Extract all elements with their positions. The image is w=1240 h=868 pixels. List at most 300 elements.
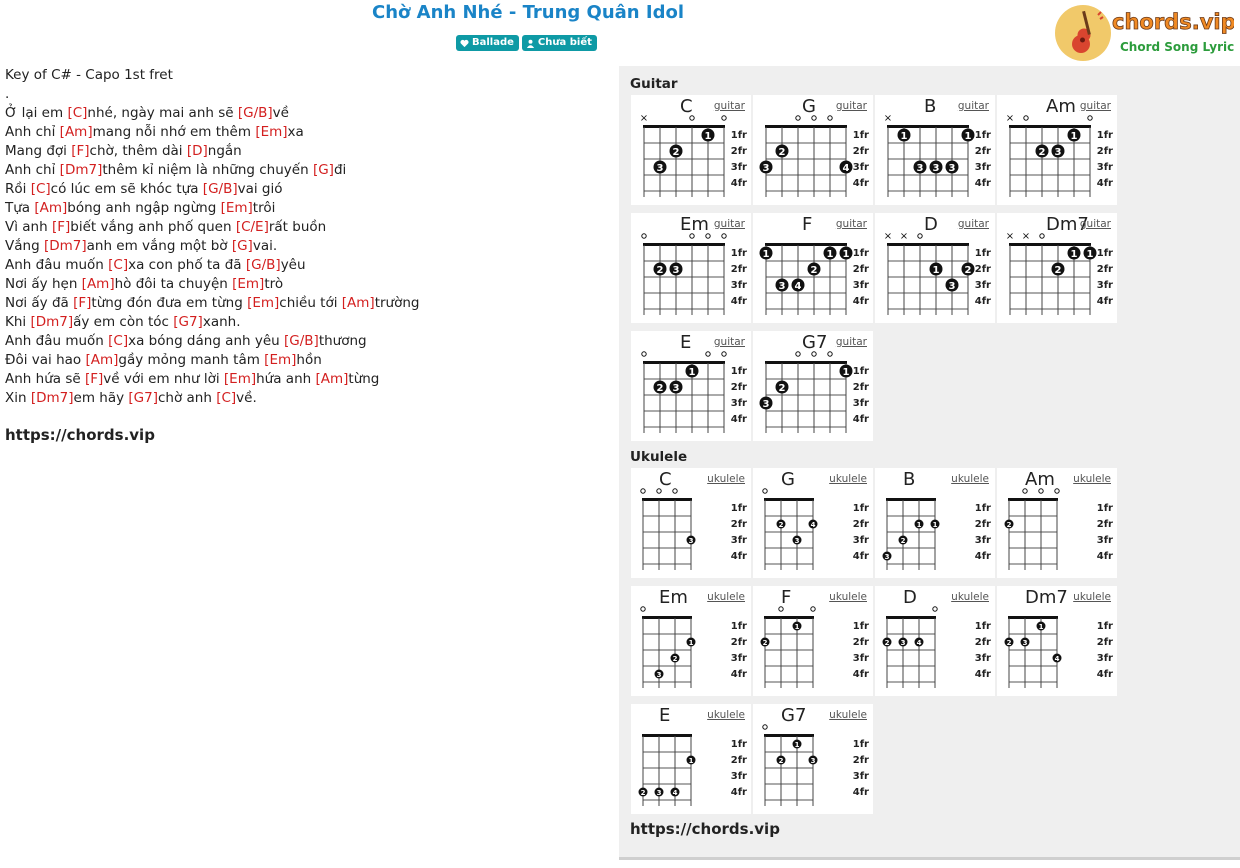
fret-label: 4fr bbox=[1096, 669, 1113, 680]
guitar-chord-card[interactable] bbox=[631, 95, 751, 205]
fret-label: 1fr bbox=[974, 621, 991, 632]
ukulele-chord-card[interactable] bbox=[753, 468, 873, 578]
fret-label: 3fr bbox=[730, 280, 747, 291]
ukulele-chord-link[interactable]: ukulele bbox=[1073, 591, 1111, 603]
guitar-chord-card[interactable] bbox=[997, 213, 1117, 323]
lyric-text: Anh đâu muốn bbox=[5, 257, 109, 273]
chord-diagram bbox=[997, 586, 1117, 696]
lyric-text: Anh hứa sẽ bbox=[5, 371, 85, 387]
finger-dot bbox=[1052, 145, 1065, 158]
fret-label: 4fr bbox=[730, 178, 747, 189]
guitar-chord-link[interactable]: guitar bbox=[957, 218, 989, 230]
chord-diagram bbox=[631, 586, 751, 696]
ukulele-chord-card[interactable] bbox=[753, 704, 873, 814]
guitar-chord-card[interactable] bbox=[875, 95, 995, 205]
finger-dot bbox=[670, 145, 683, 158]
finger-number: 1 bbox=[900, 130, 908, 142]
finger-number: 2 bbox=[778, 146, 786, 158]
chord-name: D bbox=[903, 587, 917, 608]
chord-link[interactable]: [F] bbox=[51, 219, 71, 235]
fret-label: 2fr bbox=[852, 264, 869, 275]
lyric-text: về. bbox=[236, 390, 257, 406]
open-string-mark bbox=[933, 607, 937, 611]
chord-link[interactable]: [G7] bbox=[173, 314, 203, 330]
ukulele-chord-card[interactable] bbox=[997, 468, 1117, 578]
chord-link[interactable]: [Am] bbox=[315, 371, 349, 387]
lyric-line bbox=[5, 142, 605, 161]
chord-diagram bbox=[875, 468, 995, 578]
fret-label: 3fr bbox=[852, 771, 869, 782]
fret-label: 4fr bbox=[1096, 551, 1113, 562]
guitar-chord-card[interactable] bbox=[753, 95, 873, 205]
chord-link[interactable]: [Em] bbox=[264, 352, 297, 368]
nut bbox=[642, 734, 692, 737]
fret-label: 1fr bbox=[852, 366, 869, 377]
ukulele-chord-link[interactable]: ukulele bbox=[829, 473, 867, 485]
finger-dot bbox=[760, 161, 773, 174]
fret-label: 2fr bbox=[730, 637, 747, 648]
nut bbox=[643, 361, 725, 364]
finger-number: 2 bbox=[1006, 638, 1012, 647]
chord-link[interactable]: [F] bbox=[84, 371, 104, 387]
chord-link[interactable]: [Dm7] bbox=[59, 162, 103, 178]
finger-dot bbox=[777, 520, 786, 529]
finger-dot bbox=[1005, 520, 1014, 529]
lyric-text: Anh chỉ bbox=[5, 162, 60, 178]
finger-number: 4 bbox=[842, 162, 850, 174]
open-string-mark bbox=[642, 234, 646, 238]
nut bbox=[1009, 243, 1091, 246]
nut bbox=[765, 243, 847, 246]
chord-diagram bbox=[875, 586, 995, 696]
lyric-text: xa con phố ta đã bbox=[128, 257, 246, 273]
finger-dot bbox=[776, 381, 789, 394]
finger-dot bbox=[883, 552, 892, 561]
fret-label: 2fr bbox=[730, 755, 747, 766]
fret-label: 4fr bbox=[730, 414, 747, 425]
finger-dot bbox=[671, 788, 680, 797]
open-string-mark bbox=[828, 116, 832, 120]
finger-number: 1 bbox=[842, 366, 850, 378]
chord-name: C bbox=[659, 469, 672, 490]
finger-dot bbox=[962, 263, 975, 276]
guitar-chord-card[interactable] bbox=[631, 331, 751, 441]
finger-number: 3 bbox=[762, 162, 770, 174]
open-string-mark bbox=[828, 352, 832, 356]
fret-label: 2fr bbox=[852, 637, 869, 648]
finger-number: 3 bbox=[1054, 146, 1062, 158]
finger-dot bbox=[654, 263, 667, 276]
finger-dot bbox=[639, 788, 648, 797]
lyric-text: bóng anh ngập ngừng bbox=[67, 200, 221, 216]
user-icon bbox=[526, 39, 535, 48]
guitar-chord-link[interactable]: guitar bbox=[835, 218, 867, 230]
fret-label: 4fr bbox=[852, 178, 869, 189]
fret-label: 3fr bbox=[852, 162, 869, 173]
chord-link[interactable]: [G/B] bbox=[245, 257, 281, 273]
genre-tag[interactable] bbox=[456, 35, 519, 51]
chord-link[interactable]: [Em] bbox=[220, 200, 253, 216]
open-string-mark bbox=[706, 234, 710, 238]
fret-label: 3fr bbox=[730, 398, 747, 409]
open-string-mark bbox=[779, 607, 783, 611]
muted-string-mark: × bbox=[883, 113, 893, 124]
ukulele-chord-link[interactable]: ukulele bbox=[951, 591, 989, 603]
ukulele-chord-link[interactable]: ukulele bbox=[1073, 473, 1111, 485]
chord-link[interactable]: [F] bbox=[71, 143, 90, 159]
chord-link[interactable]: [D] bbox=[186, 143, 208, 159]
fret-label: 1fr bbox=[974, 248, 991, 259]
finger-number: 2 bbox=[656, 382, 664, 394]
chord-diagram bbox=[997, 95, 1117, 205]
open-string-mark bbox=[812, 352, 816, 356]
lyric-text: Vắng bbox=[5, 238, 44, 254]
lyric-line bbox=[5, 218, 605, 237]
chord-link[interactable]: [C] bbox=[108, 333, 129, 349]
ukulele-chord-link[interactable]: ukulele bbox=[707, 473, 745, 485]
chord-link[interactable]: [Am] bbox=[34, 200, 68, 216]
fret-label: 1fr bbox=[852, 503, 869, 514]
separator-dot: . bbox=[5, 86, 10, 102]
guitar-chord-link[interactable]: guitar bbox=[1079, 100, 1111, 112]
chord-link[interactable]: [Em] bbox=[232, 276, 265, 292]
lyric-text: chiều tới bbox=[279, 295, 342, 311]
lyric-line bbox=[5, 275, 605, 294]
lyric-line bbox=[5, 351, 605, 370]
fret-label: 3fr bbox=[852, 280, 869, 291]
chord-link[interactable]: [F] bbox=[73, 295, 92, 311]
fret-label: 1fr bbox=[852, 621, 869, 632]
finger-dot bbox=[792, 279, 805, 292]
finger-number: 3 bbox=[762, 398, 770, 410]
guitar-chord-card[interactable] bbox=[875, 213, 995, 323]
open-string-mark bbox=[1040, 234, 1044, 238]
guitar-chord-link[interactable]: guitar bbox=[835, 100, 867, 112]
fret-label: 3fr bbox=[974, 280, 991, 291]
lyric-line bbox=[5, 237, 605, 256]
open-string-mark bbox=[722, 234, 726, 238]
guitar-chord-card[interactable] bbox=[753, 331, 873, 441]
fret-label: 4fr bbox=[730, 296, 747, 307]
open-string-mark bbox=[811, 607, 815, 611]
chord-link[interactable]: [Em] bbox=[223, 371, 257, 387]
nut bbox=[887, 125, 969, 128]
lyric-text: trường bbox=[374, 295, 420, 311]
chord-link[interactable]: [Am] bbox=[81, 276, 115, 292]
lyric-text: yêu bbox=[280, 257, 306, 273]
nut bbox=[1008, 498, 1058, 501]
open-string-mark bbox=[1088, 116, 1092, 120]
fret-label: 2fr bbox=[1096, 146, 1113, 157]
chord-link[interactable]: [Dm7] bbox=[30, 390, 74, 406]
lyric-line bbox=[5, 256, 605, 275]
chord-diagram bbox=[753, 213, 873, 323]
lyric-text: biết vắng anh phố quen bbox=[70, 219, 236, 235]
finger-dot bbox=[1021, 638, 1030, 647]
lyric-text: nhé, ngày mai anh sẽ bbox=[87, 105, 238, 121]
chord-name: F bbox=[781, 587, 792, 608]
fret-label: 4fr bbox=[974, 669, 991, 680]
fret-label: 3fr bbox=[730, 653, 747, 664]
fret-label: 3fr bbox=[1096, 535, 1113, 546]
lyric-text: Đôi vai hao bbox=[5, 352, 86, 368]
lyric-line bbox=[5, 313, 605, 332]
guitar-chord-card[interactable] bbox=[997, 95, 1117, 205]
lyric-text: có lúc em sẽ khóc tựa bbox=[50, 181, 203, 197]
guitar-chord-card[interactable] bbox=[631, 213, 751, 323]
ukulele-chord-link[interactable]: ukulele bbox=[707, 709, 745, 721]
chord-link[interactable]: [C/E] bbox=[235, 219, 269, 235]
finger-number: 2 bbox=[900, 536, 906, 545]
nut bbox=[765, 125, 847, 128]
finger-number: 3 bbox=[656, 788, 662, 797]
chord-link[interactable]: [G] bbox=[231, 238, 253, 254]
open-string-mark bbox=[763, 489, 767, 493]
site-logo[interactable] bbox=[1054, 3, 1234, 63]
open-string-mark bbox=[657, 489, 661, 493]
chord-link[interactable]: [Em] bbox=[247, 295, 280, 311]
logo-name: chords.vip bbox=[1112, 10, 1234, 34]
lyric-line bbox=[5, 199, 605, 218]
open-string-mark bbox=[641, 489, 645, 493]
lyric-text: chờ, thêm dài bbox=[89, 143, 187, 159]
lyric-text: về bbox=[272, 105, 289, 121]
nut bbox=[886, 498, 936, 501]
fret-label: 1fr bbox=[730, 366, 747, 377]
chord-name: G bbox=[802, 96, 816, 117]
chord-link[interactable]: [Dm7] bbox=[43, 238, 87, 254]
site-link[interactable]: https://chords.vip bbox=[630, 820, 780, 838]
chord-link[interactable]: [Am] bbox=[59, 124, 93, 140]
chord-diagram bbox=[631, 704, 751, 814]
ukulele-chord-link[interactable]: ukulele bbox=[951, 473, 989, 485]
finger-dot bbox=[914, 161, 927, 174]
lyric-text: xa bbox=[287, 124, 304, 140]
ukulele-chord-link[interactable]: ukulele bbox=[829, 709, 867, 721]
finger-dot bbox=[946, 161, 959, 174]
muted-string-mark: × bbox=[639, 113, 649, 124]
finger-number: 2 bbox=[640, 788, 646, 797]
fret-label: 3fr bbox=[974, 162, 991, 173]
nut bbox=[764, 616, 814, 619]
fret-label: 3fr bbox=[1096, 280, 1113, 291]
guitar-chord-link[interactable]: guitar bbox=[835, 336, 867, 348]
fret-label: 3fr bbox=[730, 535, 747, 546]
finger-number: 3 bbox=[688, 536, 694, 545]
fret-label: 4fr bbox=[974, 551, 991, 562]
ukulele-chord-link[interactable]: ukulele bbox=[829, 591, 867, 603]
fret-label: 2fr bbox=[974, 146, 991, 157]
finger-dot bbox=[654, 381, 667, 394]
finger-number: 1 bbox=[932, 264, 940, 276]
finger-number: 1 bbox=[688, 756, 694, 765]
finger-dot bbox=[809, 520, 818, 529]
fret-label: 2fr bbox=[730, 264, 747, 275]
finger-number: 2 bbox=[778, 520, 784, 529]
lyric-text: gầy mỏng manh tâm bbox=[118, 352, 265, 368]
chord-name: Em bbox=[680, 214, 709, 235]
nut bbox=[764, 734, 814, 737]
chord-link[interactable]: [G/B] bbox=[237, 105, 273, 121]
finger-number: 4 bbox=[810, 520, 816, 529]
finger-number: 1 bbox=[688, 638, 694, 647]
open-string-mark bbox=[1023, 489, 1027, 493]
chord-link[interactable]: [C] bbox=[108, 257, 129, 273]
chord-link[interactable]: [C] bbox=[216, 390, 237, 406]
finger-number: 2 bbox=[1006, 520, 1012, 529]
chord-link[interactable]: [Am] bbox=[85, 352, 119, 368]
lyric-line bbox=[5, 123, 605, 142]
chord-link[interactable]: [C] bbox=[30, 181, 51, 197]
fret-label: 1fr bbox=[974, 503, 991, 514]
fret-label: 3fr bbox=[852, 398, 869, 409]
finger-dot bbox=[655, 788, 664, 797]
finger-dot bbox=[946, 279, 959, 292]
ukulele-chord-card[interactable] bbox=[997, 586, 1117, 696]
fret-label: 1fr bbox=[852, 739, 869, 750]
nut bbox=[764, 498, 814, 501]
open-string-mark bbox=[706, 352, 710, 356]
ukulele-chord-card[interactable] bbox=[875, 468, 995, 578]
chord-link[interactable]: [G/B] bbox=[284, 333, 319, 349]
chord-link[interactable]: [Dm7] bbox=[30, 314, 74, 330]
fret-label: 2fr bbox=[852, 755, 869, 766]
fret-label: 4fr bbox=[974, 296, 991, 307]
lyric-text: Anh chỉ bbox=[5, 124, 60, 140]
site-link[interactable]: https://chords.vip bbox=[5, 426, 155, 444]
finger-dot bbox=[1068, 129, 1081, 142]
finger-number: 2 bbox=[672, 146, 680, 158]
fret-label: 4fr bbox=[852, 414, 869, 425]
finger-number: 1 bbox=[794, 622, 800, 631]
fret-label: 3fr bbox=[852, 653, 869, 664]
fret-label: 1fr bbox=[1096, 503, 1113, 514]
guitar-chord-link[interactable]: guitar bbox=[713, 100, 745, 112]
fret-label: 2fr bbox=[1096, 264, 1113, 275]
lyric-line bbox=[5, 180, 605, 199]
lyric-text: Mang đợi bbox=[5, 143, 72, 159]
lyric-text: về với em như lời bbox=[103, 371, 224, 387]
artist-tag[interactable] bbox=[522, 35, 597, 51]
finger-number: 4 bbox=[794, 280, 802, 292]
finger-dot bbox=[840, 161, 853, 174]
fret-label: 4fr bbox=[730, 787, 747, 798]
chord-link[interactable]: [Am] bbox=[341, 295, 375, 311]
chord-name: Dm7 bbox=[1046, 214, 1089, 235]
finger-number: 1 bbox=[916, 520, 922, 529]
muted-string-mark: × bbox=[899, 231, 909, 242]
finger-dot bbox=[686, 365, 699, 378]
lyric-text: Rồi bbox=[5, 181, 31, 197]
finger-dot bbox=[1005, 638, 1014, 647]
ukulele-chord-card[interactable] bbox=[631, 586, 751, 696]
fret-label: 1fr bbox=[1096, 621, 1113, 632]
chord-name: B bbox=[924, 96, 937, 117]
song-title: Chờ Anh Nhé - Trung Quân Idol bbox=[372, 2, 684, 23]
guitar-chord-link[interactable]: guitar bbox=[713, 336, 745, 348]
muted-string-mark: × bbox=[1021, 231, 1031, 242]
finger-number: 3 bbox=[948, 280, 956, 292]
guitar-chord-link[interactable]: guitar bbox=[713, 218, 745, 230]
lyric-lines bbox=[5, 104, 605, 408]
open-string-mark bbox=[722, 116, 726, 120]
chord-diagram bbox=[631, 331, 751, 441]
lyric-text: Nơi ấy hẹn bbox=[5, 276, 82, 292]
fret-label: 4fr bbox=[852, 296, 869, 307]
lyric-text: ấy em còn tóc bbox=[73, 314, 174, 330]
finger-number: 1 bbox=[688, 366, 696, 378]
ukulele-chord-card[interactable] bbox=[631, 468, 751, 578]
finger-number: 3 bbox=[1022, 638, 1028, 647]
chord-link[interactable]: [G] bbox=[312, 162, 334, 178]
lyric-text: ngắn bbox=[207, 143, 242, 159]
fret-label: 4fr bbox=[974, 178, 991, 189]
finger-number: 2 bbox=[964, 264, 972, 276]
chord-link[interactable]: [G/B] bbox=[202, 181, 238, 197]
guitar-chord-link[interactable]: guitar bbox=[1079, 218, 1111, 230]
ukulele-chord-card[interactable] bbox=[631, 704, 751, 814]
fret-label: 2fr bbox=[974, 637, 991, 648]
fret-label: 1fr bbox=[852, 248, 869, 259]
lyric-text: thêm kỉ niệm là những chuyến bbox=[102, 162, 313, 178]
chord-link[interactable]: [C] bbox=[67, 105, 88, 121]
open-string-mark bbox=[763, 725, 767, 729]
finger-dot bbox=[761, 638, 770, 647]
guitar-chord-card[interactable] bbox=[753, 213, 873, 323]
finger-number: 2 bbox=[1038, 146, 1046, 158]
artist-tag-label: Chưa biết bbox=[537, 37, 592, 48]
fret-label: 4fr bbox=[730, 669, 747, 680]
chord-diagram bbox=[753, 331, 873, 441]
finger-dot bbox=[840, 365, 853, 378]
chord-name: G bbox=[781, 469, 795, 490]
ukulele-chord-card[interactable] bbox=[875, 586, 995, 696]
chord-name: Dm7 bbox=[1025, 587, 1068, 608]
guitar-chord-link[interactable]: guitar bbox=[957, 100, 989, 112]
chord-diagram bbox=[753, 95, 873, 205]
fret-label: 2fr bbox=[1096, 519, 1113, 530]
chord-link[interactable]: [Em] bbox=[255, 124, 288, 140]
finger-dot bbox=[930, 263, 943, 276]
finger-dot bbox=[777, 756, 786, 765]
finger-dot bbox=[654, 161, 667, 174]
lyric-text: hồn bbox=[296, 352, 322, 368]
fret-label: 4fr bbox=[1096, 178, 1113, 189]
lyric-text: trò bbox=[264, 276, 284, 292]
fret-label: 3fr bbox=[974, 653, 991, 664]
finger-dot bbox=[899, 536, 908, 545]
fret-label: 1fr bbox=[852, 130, 869, 141]
fret-label: 1fr bbox=[730, 503, 747, 514]
fret-label: 3fr bbox=[974, 535, 991, 546]
finger-dot bbox=[824, 247, 837, 260]
finger-dot bbox=[899, 638, 908, 647]
lyric-text: Nơi ấy đã bbox=[5, 295, 74, 311]
lyric-line bbox=[5, 294, 605, 313]
lyric-text: trôi bbox=[252, 200, 276, 216]
finger-number: 4 bbox=[1054, 654, 1060, 663]
nut bbox=[642, 616, 692, 619]
finger-dot bbox=[776, 279, 789, 292]
finger-number: 1 bbox=[932, 520, 938, 529]
chord-link[interactable]: [G7] bbox=[128, 390, 158, 406]
chord-name: B bbox=[903, 469, 916, 490]
finger-number: 1 bbox=[762, 248, 770, 260]
nut bbox=[643, 125, 725, 128]
finger-dot bbox=[898, 129, 911, 142]
ukulele-chord-card[interactable] bbox=[753, 586, 873, 696]
ukulele-chord-link[interactable]: ukulele bbox=[707, 591, 745, 603]
